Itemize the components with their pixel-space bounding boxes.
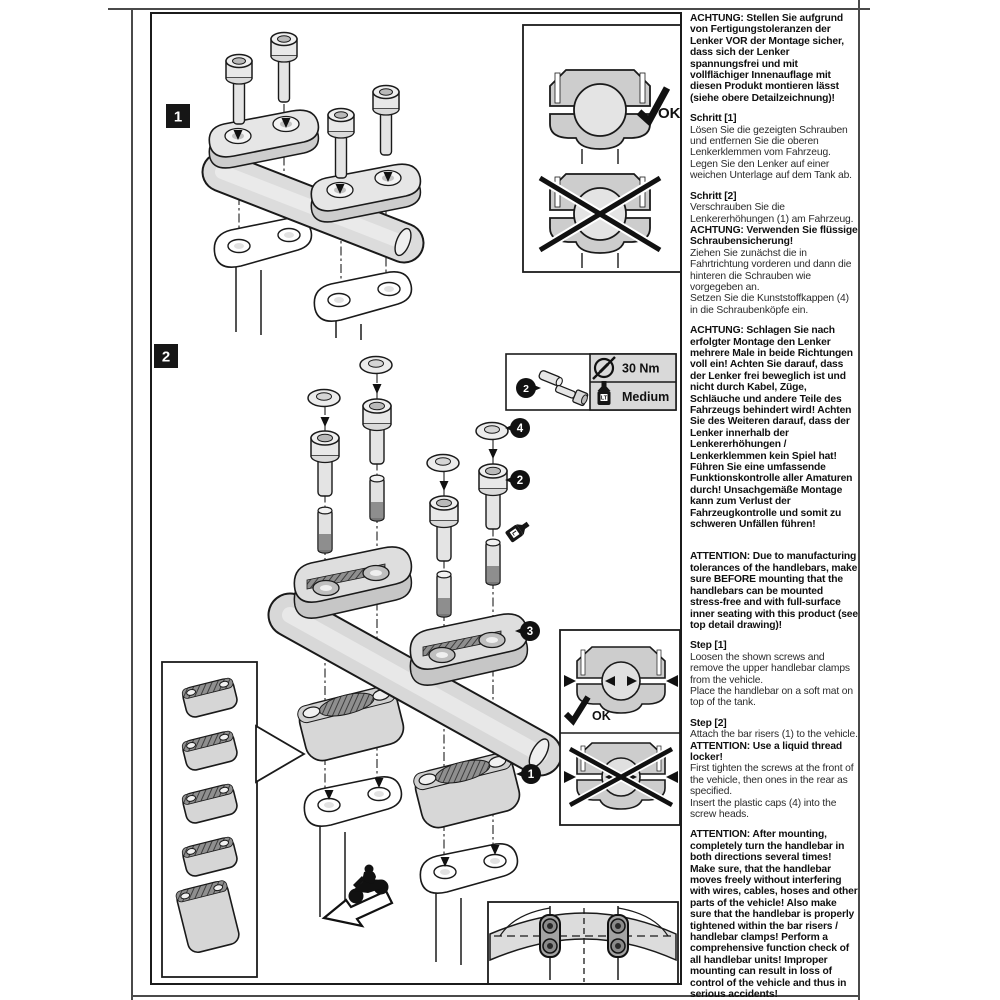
lower-clamp-perch [304, 777, 401, 826]
bottle-label: LT [600, 395, 608, 402]
bar-riser [412, 750, 523, 831]
step2-exploded-view [290, 357, 553, 966]
plastic-cap [360, 357, 392, 374]
assembly-arrow-icon [321, 417, 330, 427]
fork-tubes [320, 826, 461, 965]
ok-label: OK [592, 709, 611, 723]
socket-screw [226, 55, 252, 125]
socket-screw [271, 33, 297, 103]
step-number-1 [166, 104, 190, 128]
threaded-stud [318, 507, 332, 553]
de-step2-warning: ACHTUNG: Verwenden Sie flüssige Schraubensicherung! [690, 224, 858, 248]
lower-clamp-perch [314, 272, 411, 321]
parts-spec-box [506, 354, 676, 410]
socket-screw [328, 109, 354, 179]
lower-clamp-perch [214, 218, 311, 267]
upper-handlebar-clamp [294, 547, 411, 618]
en-step2-text: Attach the bar risers (1) to the vehicle. [690, 729, 858, 741]
callout-label: 1 [527, 769, 535, 781]
assembly-diagram [152, 14, 680, 983]
upper-handlebar-clamp [311, 164, 420, 222]
clamp-pair-top-view [608, 915, 628, 957]
en-step2-text3: Insert the plastic caps (4) into the screw heads. [690, 797, 837, 820]
diagram-panel [150, 12, 682, 985]
detail-box-clamp-gap [560, 630, 680, 825]
en-step2-warning: ATTENTION: Use a liquid thread locker! [690, 740, 843, 763]
step1-exploded-view [209, 33, 420, 341]
en-step1-text2: Place the handlebar on a soft mat on top of the tank. [690, 685, 853, 709]
plastic-cap [427, 455, 459, 472]
variant-pointer [256, 726, 304, 782]
threaded-stud [437, 571, 451, 617]
de-step1-heading: Schritt [1] [690, 113, 737, 125]
callout-label: 2 [516, 475, 524, 487]
de-step2-text3: Setzen Sie die Kunststoffkappen (4) in die Schraubenköpfe ein. [690, 293, 849, 316]
detail-box-handlebar-alignment [488, 902, 678, 983]
en-warning-tolerances: ATTENTION: Due to manufacturing tolerances of the handlebars, make sure BEFORE mounting that the handlebars can be mounted stress-free and with full-surface inner seating with this product (see top detail drawing)! [690, 551, 858, 631]
de-warning-final: ACHTUNG: Schlagen Sie nach erfolgter Montage den Lenker mehrere Male in beide Richtungen voll ein! Achten Sie darauf, dass der Lenker frei beweglich ist und nicht durch Kabel, Züge, Schläuche und andere Teile des Fahrzeugs behindert wird! Achten Sie des Weiteren darauf, dass der Lenker innerhalb der Lenkererhöhungen / Lenkerklemmen kein Spiel hat! Führen Sie eine umfassende Funktionskontrolle aller Amaturen durch! Unsachgemäße Montage kann zum Verlust der Fahrzeugkontrolle und somit zu schweren Unfällen führen! [690, 325, 853, 531]
en-step2-text2: First tighten the screws at the front of the vehicle, then ones in the rear as specified. [690, 763, 854, 798]
upper-handlebar-clamp [410, 614, 527, 685]
en-warning-final: ATTENTION: After mounting, completely turn the handlebar in both directions several times! Make sure, that the handlebar moves freely without interfering with wires, cables, hoses and other parts of the vehicle! Also make sure that the handlebar is properly tightened within the bar risers / handlebar clamps! Perform a comprehensive function check of all handlebar units! Improper mounting can result in loss of control of the vehicle and thus in serious accidents! [690, 829, 858, 1000]
lower-clamp-perch [420, 844, 517, 893]
callout-plastic-cap [505, 418, 530, 438]
page-rule-right [858, 0, 860, 1000]
motorcycle-direction-icon [324, 865, 392, 927]
ok-label: OK [658, 105, 680, 122]
threaded-stud [486, 539, 500, 585]
de-step2-text2: Ziehen Sie zunächst die in Fahrtrichtung vorderen und dann die hinteren die Schrauben wie vorgegeben an. [690, 247, 852, 293]
socket-screw [311, 431, 339, 496]
callout-label: 3 [526, 626, 534, 638]
assembly-arrow-icon [489, 449, 498, 459]
assembly-arrow-icon [440, 481, 449, 491]
de-step2-text: Verschrauben Sie die Lenkererhöhungen (1) am Fahrzeug. [690, 202, 854, 225]
callout-label: 2 [523, 383, 529, 395]
threaded-stud [370, 475, 384, 521]
en-step1-heading: Step [1] [690, 640, 727, 652]
de-warning-tolerances: ACHTUNG: Stellen Sie aufgrund von Fertigungstoleranzen der Lenker VOR der Montage sicher, dass sich der Lenker spannungsfrei und mit vollflächiger Innenauflage mit diesen Produkt montieren lässt (siehe obere Detailzeichnung)! [690, 13, 845, 104]
socket-screw [363, 399, 391, 464]
upper-handlebar-clamp [209, 110, 318, 168]
clamp-pair-top-view [540, 915, 560, 957]
step-number-2 [154, 344, 178, 368]
page-rule-top [108, 8, 870, 10]
detail-box-handlebar-seating [523, 25, 680, 272]
threadlocker-strength: Medium [622, 390, 670, 404]
riser-variants-box [162, 662, 304, 977]
callout-screw [505, 470, 530, 490]
plastic-cap [308, 390, 340, 407]
step-number-label: 1 [173, 108, 183, 126]
en-step2-heading: Step [2] [690, 717, 727, 729]
socket-screw [479, 464, 507, 529]
torque-value: 30 Nm [622, 361, 660, 376]
instruction-text-column [690, 13, 858, 1000]
callout-label: 4 [516, 423, 524, 435]
en-step1-text: Loosen the shown screws and remove the upper handlebar clamps from the vehicle. [690, 651, 850, 686]
de-step1-text: Lösen Sie die gezeigten Schrauben und entfernen Sie die oberen Lenkerklemmen vom Fahrzeug. Legen Sie den Lenker auf einer weichen Unterlage auf dem Tank ab. [690, 124, 852, 182]
socket-screw [373, 86, 399, 156]
threadlocker-bottle-icon [505, 518, 532, 542]
step-number-label: 2 [161, 348, 171, 366]
plastic-cap [476, 423, 508, 440]
assembly-arrow-icon [373, 384, 382, 394]
page-rule-left [131, 8, 133, 1000]
de-step2-heading: Schritt [2] [690, 190, 737, 202]
socket-screw [430, 496, 458, 561]
bottle-label: L [510, 529, 519, 538]
